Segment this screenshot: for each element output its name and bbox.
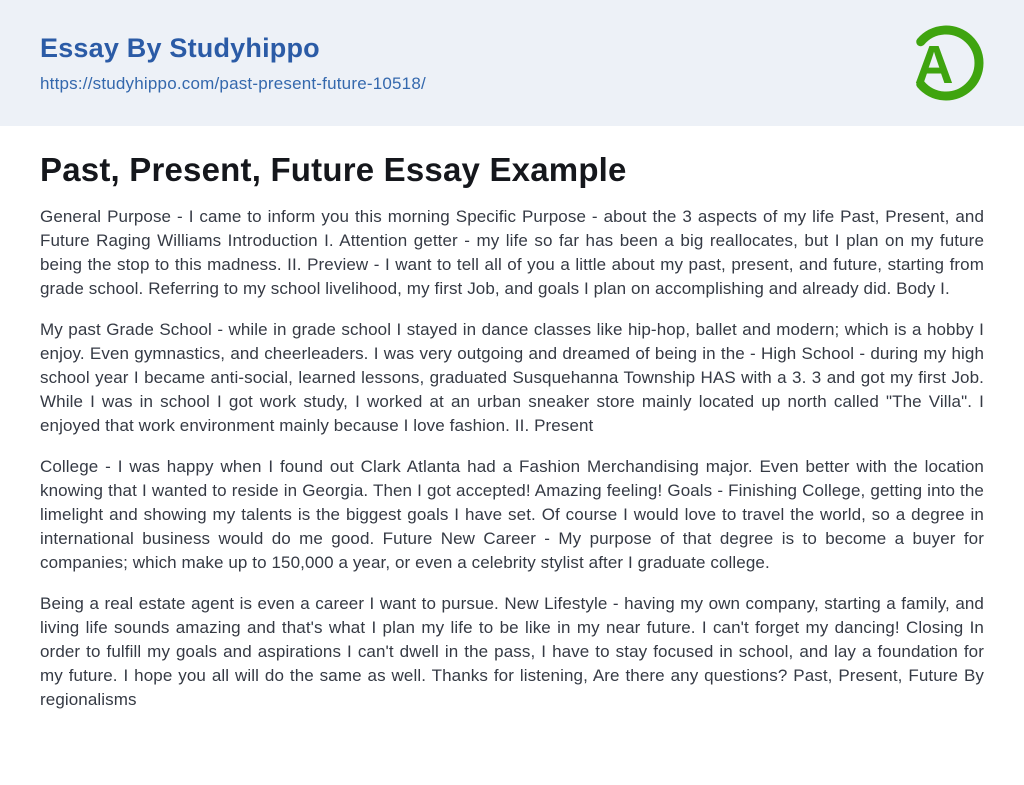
essay-paragraph-4: Being a real estate agent is even a career I want to pursue. New Lifestyle - having my own company, starting a family, and living life sounds amazing and that's what I plan my life to be like in my near future. I can't forget my dancing! Closing In order to fulfill my goals and aspirations I can't dwell in the pass, I have to stay focused in school, and lay a foundation for my future. I hope you all will do the same as well. Thanks for listening, Are there any questions? Past, Present, Future By regionalisms bbox=[40, 593, 984, 709]
page-header bbox=[0, 0, 1024, 126]
studyhippo-logo-icon bbox=[904, 21, 988, 105]
essay-paragraph-2: My past Grade School - while in grade school I stayed in dance classes like hip-hop, ballet and modern; which is a hobby I enjoy. Even gymnastics, and cheerleaders. I was very outgoing and dreamed of being in the - High School - during my high school year I became anti-social, learned lessons, graduated Susquehanna Township HAS with a 3. 3 and got my first Job. While I was in school I got work study, I worked at an urban sneaker store mainly located up north called "The Villa". I enjoyed that work environment mainly because I love fashion. II. Present bbox=[40, 319, 984, 435]
site-title: Essay By Studyhippo bbox=[40, 33, 320, 64]
essay-body bbox=[40, 205, 984, 712]
logo-letter: A bbox=[914, 35, 954, 95]
essay-content bbox=[0, 126, 1024, 712]
essay-paragraph-3: College - I was happy when I found out Clark Atlanta had a Fashion Merchandising major. Even better with the location knowing that I wanted to reside in Georgia. Then I got accepted! Amazing feeling! Goals - Finishing College, getting into the limelight and showing my talents is the biggest goals I have set. Of course I would love to travel the world, so a degree in international business would do me good. Future New Career - My purpose of that degree is to become a buyer for companies; which make up to 150,000 a year, or even a celebrity stylist after I graduate college. bbox=[40, 456, 984, 572]
header-text-block bbox=[40, 32, 426, 93]
page-url-link[interactable]: https://studyhippo.com/past-present-future-10518/ bbox=[40, 73, 426, 93]
essay-title: Past, Present, Future Essay Example bbox=[40, 151, 627, 188]
essay-paragraph-1: General Purpose - I came to inform you this morning Specific Purpose - about the 3 aspects of my life Past, Present, and Future Raging Williams Introduction I. Attention getter - my life so far has been a big reallocates, but I plan on my future being the stop to this madness. II. Preview - I want to tell all of you a little about my past, present, and future, starting from grade school. Referring to my school livelihood, my first Job, and goals I plan on accomplishing and already did. Body I. bbox=[40, 206, 984, 298]
